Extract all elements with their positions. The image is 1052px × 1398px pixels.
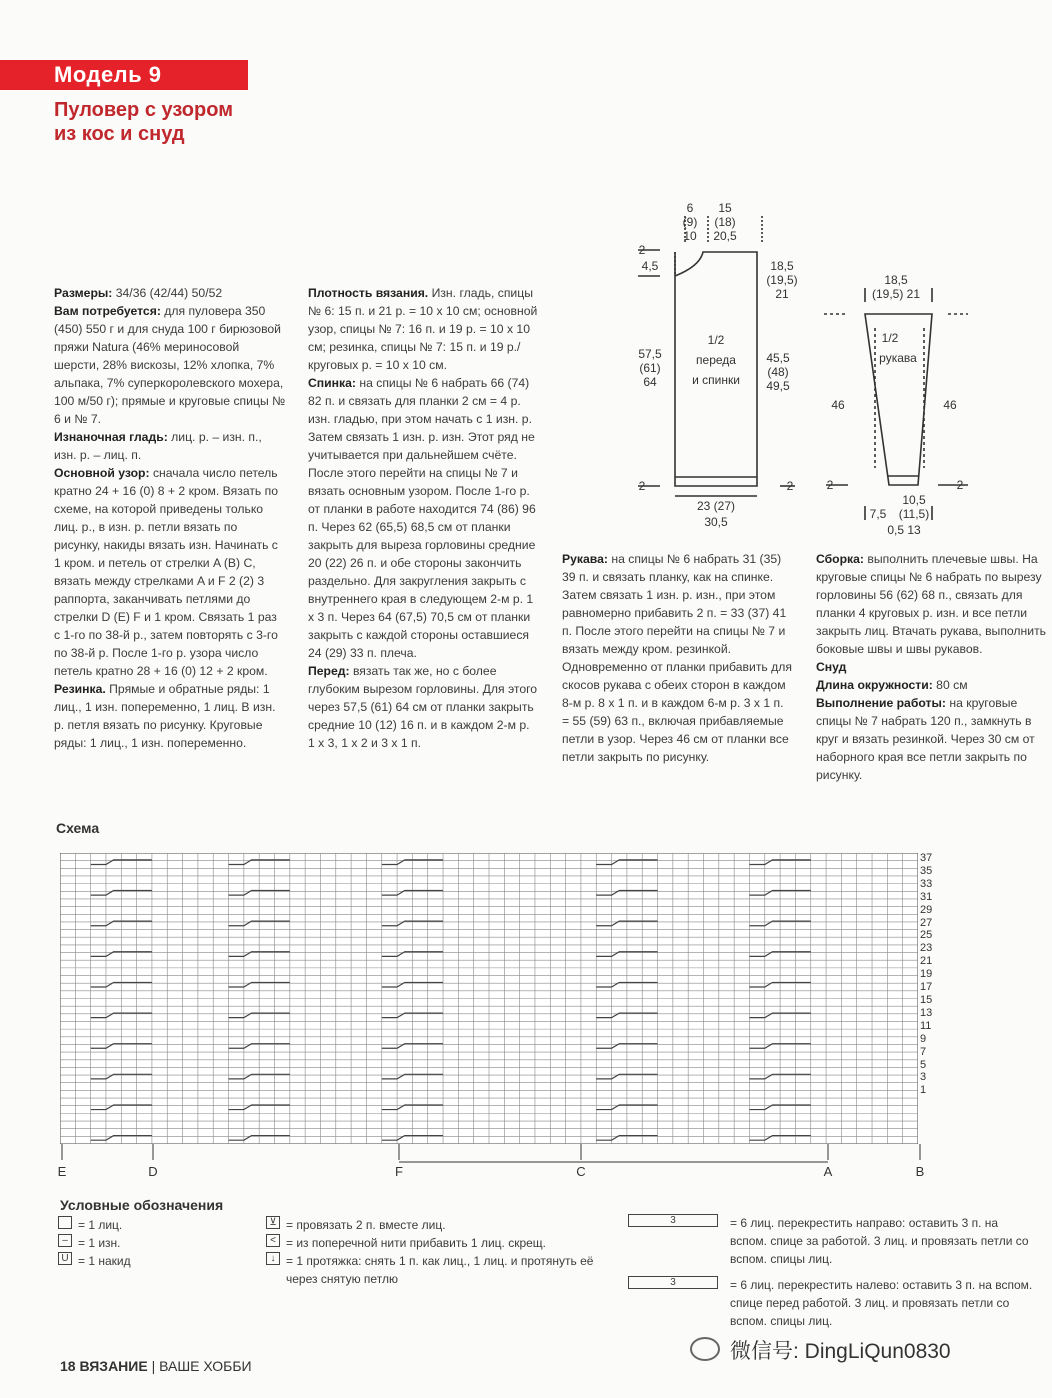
legend-text: = 6 лиц. перекрестить налево: оставить 3 п. на вспом. спице перед работой. 3 лиц. и провязать петли со вспом. спицы лиц. [730, 1278, 1033, 1328]
legend-text: = 1 лиц. [78, 1218, 123, 1232]
col1-paragraph [54, 680, 286, 752]
sleeve-left-length: 46 [831, 398, 845, 412]
legend-text: = 1 изн. [78, 1236, 121, 1250]
legend-text: = из поперечной нити прибавить 1 лиц. скрещ. [286, 1236, 546, 1250]
arrow-D: D [148, 1164, 158, 1179]
row-number: 19 [920, 968, 933, 981]
col1-paragraph-text: Прямые и обратные ряды: 1 лиц., 1 изн. попеременно, 1 лиц. В изн. р. петля вязать по рисунку. Круговые ряды: 1 лиц., 1 изн. попеременно. [54, 682, 276, 750]
row-number: 21 [920, 955, 933, 968]
col1-paragraph-label: Резинка. [54, 682, 106, 696]
col2-paragraph-text: вязать так же, но с более глубоким вырезом горловины. Для этого через 57,5 (61) 64 см от планки закрыть средние 10 (12) 16 п. и в каждом 2-м р. 1 x 3, 1 x 2 и 3 x 1 п. [308, 664, 538, 750]
col2-paragraph-label: Плотность вязания. [308, 286, 429, 300]
arrow-A: A [823, 1164, 833, 1179]
legend-item [266, 1234, 616, 1252]
legend-symbol: 3 [628, 1276, 718, 1289]
shoulder-measure-3: 21 [775, 287, 789, 301]
bottom-width-2: 30,5 [704, 515, 728, 529]
watermark-text: 微信号: DingLiQun0830 [730, 1340, 951, 1363]
col1-paragraph-label: Размеры: [54, 286, 113, 300]
col4-paragraph [816, 550, 1046, 658]
neck-depth-measure: 4,5 [641, 259, 659, 273]
page-title [54, 98, 233, 146]
legend-text: = 1 накид [78, 1254, 131, 1268]
legend-left [58, 1216, 258, 1270]
col1-paragraph-text: для пуловера 350 (450) 550 г и для снуда 100 г бирюзовой пряжи Natura (46% мериносовой шерсти, 28% вискозы, 12% хлопка, 7% альпака, 7% суперкоролевского мохера, 100 м/50 г); прямые и круговые спицы № 6 и № 7. [54, 304, 286, 426]
row-number: 5 [920, 1058, 927, 1071]
row-number: 25 [920, 929, 933, 942]
col1-paragraph-label: Основной узор: [54, 466, 150, 480]
center-label-3: и спинки [692, 373, 740, 387]
legend-item [628, 1276, 1038, 1330]
sleeve-top-measure-2: (19,5) 21 [871, 287, 921, 301]
col4-paragraph-label: Снуд [816, 660, 847, 674]
row-number: 27 [920, 916, 933, 929]
title-line-2: из кос и снуд [54, 123, 185, 145]
legend-title: Условные обозначения [60, 1197, 224, 1213]
legend-text: = 1 протяжка: снять 1 п. как лиц., 1 лиц. и протянуть её через снятую петлю [286, 1254, 594, 1286]
col3-paragraph [562, 550, 792, 766]
footer-separator: | [151, 1358, 156, 1374]
row-number: 15 [920, 993, 933, 1006]
row-number: 29 [920, 903, 933, 916]
right-length-3: 49,5 [766, 379, 790, 393]
col2-paragraph [308, 374, 538, 662]
wechat-icon [690, 1337, 720, 1361]
page-footer [60, 1358, 252, 1374]
col4-paragraph-label: Длина окружности: [816, 678, 933, 692]
row-number: 11 [920, 1019, 932, 1032]
left-length-1: 57,5 [638, 347, 662, 361]
sleeve-label-1: 1/2 [881, 331, 899, 345]
col1-paragraph-text: сначала число петель кратно 24 + 16 (0) 8 + 2 кром. Вязать по схеме, на которой приведены только лиц. р., в изн. р. петли вязать по рисунку, накиды вязать изн. Начинать с 1 кром. и петель от стрелки A (B) C, вязать между стрелками A и F 2 (2) 3 раппорта, заканчивать петлями до стрелки D (E) F и 1 кром. Связать 1 раз с 1-го по 38-й р., затем повторять с 3-го по 38-й р. После 1-го р. узора число петель кратно 28 + 16 (0) 12 + 2 кром. [54, 466, 279, 678]
right-length-2: (48) [767, 365, 789, 379]
text-column-1 [54, 284, 286, 752]
chart-row-numbers [920, 852, 932, 1097]
chart-label: Схема [56, 820, 100, 836]
arrow-E: E [57, 1164, 67, 1179]
row-number: 1 [920, 1084, 927, 1097]
col1-paragraph [54, 428, 286, 464]
body-pattern-diagram [630, 196, 810, 536]
legend-symbol: ⊻ [266, 1216, 280, 1229]
row-number: 31 [920, 890, 933, 903]
magazine-name: ВЯЗАНИЕ [79, 1358, 148, 1374]
row-number: 3 [920, 1071, 927, 1084]
arrow-B: B [915, 1164, 925, 1179]
chart-arrows [52, 1144, 932, 1180]
top-left-measure-1: 6 [686, 201, 694, 215]
text-column-4 [816, 550, 1046, 784]
col1-paragraph [54, 464, 286, 680]
center-label-2: переда [696, 353, 736, 367]
watermark [690, 1335, 951, 1365]
col2-paragraph-text: Изн. гладь, спицы № 6: 15 п. и 21 р. = 10 x 10 см; основной узор, спицы № 7: 16 п. и 19 р. = 10 x 10 см; резинка, спицы № 7: 15 п. и 19 р./круговых р. = 10 x 10 см. [308, 286, 538, 372]
col3-paragraph-text: на спицы № 6 набрать 31 (35) 39 п. и связать планку, как на спинке. Затем связать 1 изн. р. изн., при этом равномерно прибавить 2 п. = 33 (37) 41 п. После этого перейти на спицы № 7 и вязать между кром. резинкой. Одновременно от планки прибавить для скосов рукава с обеих сторон в каждом 8-м р. 8 x 1 п. и в каждом 6-м р. 3 x 1 п. = 55 (59) 63 п., включая прибавляемые петли в узор. Через 46 см от планки все петли закрыть по рисунку. [562, 552, 792, 764]
left-length-2: (61) [639, 361, 661, 375]
legend-text: = провязать 2 п. вместе лиц. [286, 1218, 446, 1232]
legend-symbol [58, 1216, 72, 1229]
sleeve-bottom-right: 2 [956, 478, 964, 492]
top-right-measure-2: (18) [714, 215, 736, 229]
sleeve-bottom-left-meas: 7,5 [869, 507, 887, 521]
right-length-1: 45,5 [766, 351, 790, 365]
top-left-measure-2: (9) [682, 215, 698, 229]
col4-paragraph [816, 694, 1046, 784]
row-number: 7 [920, 1045, 927, 1058]
sleeve-bottom-left: 2 [826, 478, 834, 492]
sleeve-bottom-mid: (11,5) [898, 507, 930, 521]
col4-paragraph-text: на круговые спицы № 7 набрать 120 п., замкнуть в круг и вязать резинкой. Через 30 см от наборного края все петли закрыть по рисунку. [816, 696, 1035, 782]
arrow-C: C [576, 1164, 586, 1179]
model-number: Модель 9 [54, 62, 162, 87]
legend-symbol: 3 [628, 1214, 718, 1227]
legend-item [58, 1252, 258, 1270]
legend-item [266, 1216, 616, 1234]
legend-item [266, 1252, 616, 1288]
col4-paragraph [816, 658, 1046, 676]
col2-paragraph-label: Перед: [308, 664, 350, 678]
col4-paragraph-text: выполнить плечевые швы. На круговые спицы № 6 набрать по вырезу горловины 56 (62) 68 п., связать для планки 4 круговых р. изн. и все петли закрыть лиц. Втачать рукава, выполнить боковые швы и швы рукавов. [816, 552, 1047, 656]
left-length-3: 64 [643, 375, 657, 389]
col1-paragraph-label: Вам потребуется: [54, 304, 161, 318]
col3-paragraph-label: Рукава: [562, 552, 608, 566]
bottom-width-1: 23 (27) [696, 499, 736, 513]
row-number: 33 [920, 877, 933, 890]
col4-paragraph-label: Выполнение работы: [816, 696, 946, 710]
col1-paragraph [54, 284, 286, 302]
col1-paragraph-text: лиц. р. – изн. п., изн. р. – лиц. п. [54, 430, 262, 462]
sleeve-bottom-top: 10,5 [902, 493, 926, 507]
row-number: 9 [920, 1032, 927, 1045]
legend-item [628, 1214, 1038, 1268]
top-right-measure-3: 20,5 [713, 229, 737, 243]
neck-top-measure: 2 [638, 243, 646, 257]
bottom-left-measure: 2 [638, 479, 646, 493]
text-column-3 [562, 550, 792, 766]
sleeve-label-2: рукава [879, 351, 917, 365]
legend-symbol: ↓ [266, 1252, 280, 1265]
legend-symbol: < [266, 1234, 280, 1247]
bottom-right-measure: 2 [786, 479, 794, 493]
shoulder-measure-1: 18,5 [770, 259, 794, 273]
legend-text: = 6 лиц. перекрестить направо: оставить 3 п. на вспом. спице за работой. 3 лиц. и провязать петли со вспом. спицы лиц. [730, 1216, 1029, 1266]
row-number: 17 [920, 981, 933, 994]
row-number: 13 [920, 1006, 933, 1019]
col2-paragraph-text: на спицы № 6 набрать 66 (74) 82 п. и связать для планки 2 см = 4 р. изн. гладью, при этом начать с 1 изн. р. Затем связать 1 изн. р. изн. Этот ряд не учитывается при дальнейшем счёте. После этого перейти на спицы № 7 и вязать основным узором. После 1-го р. от планки в работе находится 74 (86) 96 п. Через 62 (65,5) 68,5 см от планки закрыть для выреза горловины средние 20 (22) 26 п. и обе стороны закончить раздельно. Для закругления закрыть с внутреннего края в следующем 2-м р. 1 x 3 п. Через 64 (67,5) 70,5 см от планки закрыть с каждой стороны оставшиеся 24 (29) 33 п. плеча. [308, 376, 536, 660]
col4-paragraph-label: Сборка: [816, 552, 864, 566]
body-outline [675, 252, 757, 486]
text-column-2 [308, 284, 538, 752]
legend-symbol: U [58, 1252, 72, 1265]
title-line-1: Пуловер с узором [54, 99, 233, 121]
col2-paragraph [308, 284, 538, 374]
model-banner [0, 60, 248, 90]
legend-right [628, 1214, 1038, 1338]
legend-item [58, 1216, 258, 1234]
col4-paragraph [816, 676, 1046, 694]
shoulder-measure-2: (19,5) [766, 273, 798, 287]
legend-item [58, 1234, 258, 1252]
magazine-subtitle: ВАШЕ ХОББИ [159, 1358, 252, 1374]
col4-paragraph-text: 80 см [932, 678, 968, 692]
col1-paragraph-text: 34/36 (42/44) 50/52 [112, 286, 223, 300]
sleeve-bottom-under: 0,5 13 [887, 523, 921, 537]
legend-symbol: – [58, 1234, 72, 1247]
top-left-measure-3: 10 [683, 229, 697, 243]
sleeve-right-length: 46 [943, 398, 957, 412]
col2-paragraph [308, 662, 538, 752]
knitting-chart [60, 853, 918, 1144]
center-label-1: 1/2 [707, 333, 725, 347]
row-number: 23 [920, 942, 933, 955]
col2-paragraph-label: Спинка: [308, 376, 356, 390]
sleeve-outline [865, 314, 932, 485]
sleeve-top-measure-1: 18,5 [884, 273, 908, 287]
row-number: 35 [920, 864, 933, 877]
arrow-F: F [395, 1164, 403, 1179]
row-number: 37 [920, 852, 933, 864]
col1-paragraph-label: Изнаночная гладь: [54, 430, 168, 444]
sleeve-pattern-diagram [818, 268, 978, 543]
legend-mid [266, 1216, 616, 1288]
page-number: 18 [60, 1358, 76, 1374]
top-right-measure-1: 15 [718, 201, 732, 215]
col1-paragraph [54, 302, 286, 428]
